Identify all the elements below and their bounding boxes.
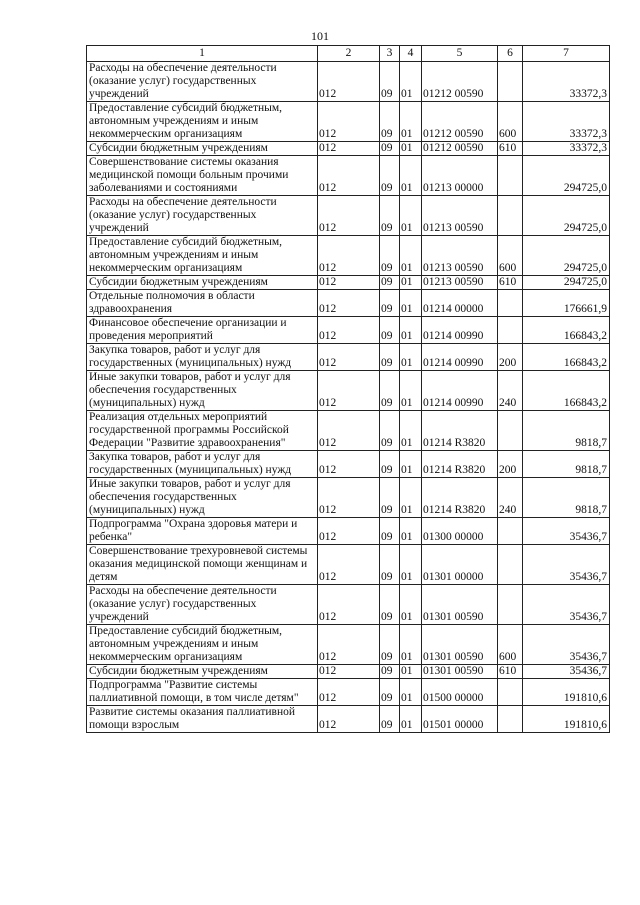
row-expense-type: 610: [498, 142, 523, 156]
row-ministry-code: 012: [318, 102, 380, 142]
row-name: Реализация отдельных мероприятий государственной программы Российской Федерации "Развитие здравоохранения": [87, 411, 318, 451]
row-name: Расходы на обеспечение деятельности (оказание услуг) государственных учреждений: [87, 62, 318, 102]
row-subsection-code: 01: [400, 545, 422, 585]
table-row: [87, 518, 610, 545]
row-subsection-code: 01: [400, 451, 422, 478]
row-amount: 33372,3: [523, 102, 610, 142]
row-subsection-code: 01: [400, 706, 422, 733]
table-row: [87, 344, 610, 371]
row-name: Финансовое обеспечение организации и проведения мероприятий: [87, 317, 318, 344]
row-amount: 166843,2: [523, 344, 610, 371]
row-ministry-code: 012: [318, 276, 380, 290]
row-ministry-code: 012: [318, 317, 380, 344]
row-subsection-code: 01: [400, 371, 422, 411]
row-section-code: 09: [380, 679, 400, 706]
row-section-code: 09: [380, 102, 400, 142]
row-target-article: 01212 00590: [422, 102, 498, 142]
row-subsection-code: 01: [400, 276, 422, 290]
row-amount: 35436,7: [523, 585, 610, 625]
table-row: [87, 317, 610, 344]
row-section-code: 09: [380, 545, 400, 585]
row-amount: 191810,6: [523, 679, 610, 706]
row-expense-type: [498, 196, 523, 236]
row-target-article: 01214 R3820: [422, 411, 498, 451]
row-expense-type: 600: [498, 102, 523, 142]
row-target-article: 01214 R3820: [422, 478, 498, 518]
row-section-code: 09: [380, 625, 400, 665]
row-target-article: 01301 00590: [422, 625, 498, 665]
page-number: 101: [311, 29, 329, 43]
row-target-article: 01301 00590: [422, 665, 498, 679]
row-amount: 176661,9: [523, 290, 610, 317]
row-ministry-code: 012: [318, 545, 380, 585]
row-target-article: 01214 00990: [422, 371, 498, 411]
row-section-code: 09: [380, 371, 400, 411]
row-name: Отдельные полномочия в области здравоохранения: [87, 290, 318, 317]
table-row: [87, 102, 610, 142]
row-subsection-code: 01: [400, 236, 422, 276]
row-subsection-code: 01: [400, 290, 422, 317]
row-amount: 35436,7: [523, 518, 610, 545]
row-target-article: 01213 00590: [422, 196, 498, 236]
row-name: Подпрограмма "Охрана здоровья матери и ребенка": [87, 518, 318, 545]
row-name: Закупка товаров, работ и услуг для государственных (муниципальных) нужд: [87, 451, 318, 478]
table-row: [87, 665, 610, 679]
row-name: Расходы на обеспечение деятельности (оказание услуг) государственных учреждений: [87, 196, 318, 236]
row-amount: 35436,7: [523, 625, 610, 665]
row-target-article: 01213 00000: [422, 156, 498, 196]
row-expense-type: [498, 545, 523, 585]
table-row: [87, 290, 610, 317]
row-subsection-code: 01: [400, 317, 422, 344]
row-target-article: 01501 00000: [422, 706, 498, 733]
row-expense-type: [498, 156, 523, 196]
row-name: Иные закупки товаров, работ и услуг для обеспечения государственных (муниципальных) нужд: [87, 371, 318, 411]
header-col-2: 2: [318, 46, 380, 62]
row-subsection-code: 01: [400, 156, 422, 196]
row-expense-type: [498, 411, 523, 451]
row-section-code: 09: [380, 411, 400, 451]
row-ministry-code: 012: [318, 625, 380, 665]
row-target-article: 01212 00590: [422, 142, 498, 156]
row-target-article: 01212 00590: [422, 62, 498, 102]
row-amount: 35436,7: [523, 665, 610, 679]
table-row: [87, 478, 610, 518]
row-subsection-code: 01: [400, 142, 422, 156]
row-name: Развитие системы оказания паллиативной помощи взрослым: [87, 706, 318, 733]
row-name: Субсидии бюджетным учреждениям: [87, 665, 318, 679]
row-ministry-code: 012: [318, 585, 380, 625]
row-subsection-code: 01: [400, 411, 422, 451]
row-expense-type: 240: [498, 478, 523, 518]
row-section-code: 09: [380, 451, 400, 478]
row-section-code: 09: [380, 518, 400, 545]
table-row: [87, 706, 610, 733]
row-name: Субсидии бюджетным учреждениям: [87, 142, 318, 156]
row-ministry-code: 012: [318, 196, 380, 236]
row-section-code: 09: [380, 344, 400, 371]
row-target-article: 01301 00000: [422, 545, 498, 585]
row-subsection-code: 01: [400, 102, 422, 142]
row-expense-type: [498, 317, 523, 344]
row-target-article: 01214 00000: [422, 290, 498, 317]
row-target-article: 01300 00000: [422, 518, 498, 545]
row-amount: 294725,0: [523, 156, 610, 196]
row-amount: 9818,7: [523, 478, 610, 518]
table-row: [87, 236, 610, 276]
row-amount: 9818,7: [523, 451, 610, 478]
row-amount: 294725,0: [523, 236, 610, 276]
table-row: [87, 411, 610, 451]
row-subsection-code: 01: [400, 679, 422, 706]
row-amount: 33372,3: [523, 62, 610, 102]
row-expense-type: [498, 706, 523, 733]
row-name: Иные закупки товаров, работ и услуг для обеспечения государственных (муниципальных) нужд: [87, 478, 318, 518]
row-amount: 35436,7: [523, 545, 610, 585]
row-expense-type: [498, 585, 523, 625]
row-ministry-code: 012: [318, 679, 380, 706]
row-section-code: 09: [380, 317, 400, 344]
row-section-code: 09: [380, 585, 400, 625]
row-name: Предоставление субсидий бюджетным, автономным учреждениям и иным некоммерческим организациям: [87, 625, 318, 665]
row-ministry-code: 012: [318, 344, 380, 371]
row-target-article: 01213 00590: [422, 236, 498, 276]
table-row: [87, 142, 610, 156]
table-row: [87, 545, 610, 585]
row-section-code: 09: [380, 156, 400, 196]
table-row: [87, 62, 610, 102]
row-amount: 166843,2: [523, 317, 610, 344]
header-col-5: 5: [422, 46, 498, 62]
row-expense-type: 200: [498, 344, 523, 371]
row-target-article: 01214 00990: [422, 344, 498, 371]
row-name: Предоставление субсидий бюджетным, автономным учреждениям и иным некоммерческим организациям: [87, 102, 318, 142]
row-amount: 191810,6: [523, 706, 610, 733]
row-name: Закупка товаров, работ и услуг для государственных (муниципальных) нужд: [87, 344, 318, 371]
row-subsection-code: 01: [400, 478, 422, 518]
row-expense-type: 600: [498, 236, 523, 276]
row-ministry-code: 012: [318, 236, 380, 276]
header-col-4: 4: [400, 46, 422, 62]
row-target-article: 01301 00590: [422, 585, 498, 625]
row-expense-type: [498, 62, 523, 102]
table-row: [87, 276, 610, 290]
row-name: Субсидии бюджетным учреждениям: [87, 276, 318, 290]
row-subsection-code: 01: [400, 62, 422, 102]
row-section-code: 09: [380, 706, 400, 733]
row-name: Подпрограмма "Развитие системы паллиативной помощи, в том числе детям": [87, 679, 318, 706]
row-ministry-code: 012: [318, 411, 380, 451]
table-row: [87, 451, 610, 478]
row-ministry-code: 012: [318, 156, 380, 196]
row-amount: 33372,3: [523, 142, 610, 156]
row-ministry-code: 012: [318, 371, 380, 411]
row-expense-type: [498, 290, 523, 317]
row-section-code: 09: [380, 196, 400, 236]
row-ministry-code: 012: [318, 290, 380, 317]
row-expense-type: 610: [498, 665, 523, 679]
row-subsection-code: 01: [400, 344, 422, 371]
row-expense-type: [498, 518, 523, 545]
row-ministry-code: 012: [318, 706, 380, 733]
row-target-article: 01214 00990: [422, 317, 498, 344]
row-target-article: 01213 00590: [422, 276, 498, 290]
row-amount: 9818,7: [523, 411, 610, 451]
row-ministry-code: 012: [318, 478, 380, 518]
row-section-code: 09: [380, 142, 400, 156]
row-section-code: 09: [380, 665, 400, 679]
budget-table: [86, 45, 610, 733]
row-ministry-code: 012: [318, 518, 380, 545]
table-row: [87, 371, 610, 411]
row-ministry-code: 012: [318, 142, 380, 156]
row-ministry-code: 012: [318, 62, 380, 102]
row-expense-type: 600: [498, 625, 523, 665]
table-row: [87, 156, 610, 196]
header-col-3: 3: [380, 46, 400, 62]
row-amount: 294725,0: [523, 196, 610, 236]
row-section-code: 09: [380, 478, 400, 518]
row-name: Совершенствование системы оказания медицинской помощи больным прочими заболеваниями и состояниями: [87, 156, 318, 196]
row-ministry-code: 012: [318, 665, 380, 679]
header-col-6: 6: [498, 46, 523, 62]
table-row: [87, 625, 610, 665]
row-section-code: 09: [380, 290, 400, 317]
row-section-code: 09: [380, 276, 400, 290]
row-expense-type: 240: [498, 371, 523, 411]
row-expense-type: [498, 679, 523, 706]
table-row: [87, 196, 610, 236]
row-amount: 294725,0: [523, 276, 610, 290]
row-target-article: 01500 00000: [422, 679, 498, 706]
row-ministry-code: 012: [318, 451, 380, 478]
row-name: Предоставление субсидий бюджетным, автономным учреждениям и иным некоммерческим организациям: [87, 236, 318, 276]
table-header-row: [87, 46, 610, 62]
row-section-code: 09: [380, 62, 400, 102]
header-col-7: 7: [523, 46, 610, 62]
row-subsection-code: 01: [400, 665, 422, 679]
row-subsection-code: 01: [400, 518, 422, 545]
row-expense-type: 200: [498, 451, 523, 478]
table-row: [87, 679, 610, 706]
row-amount: 166843,2: [523, 371, 610, 411]
row-target-article: 01214 R3820: [422, 451, 498, 478]
row-name: Совершенствование трехуровневой системы оказания медицинской помощи женщинам и детям: [87, 545, 318, 585]
row-expense-type: 610: [498, 276, 523, 290]
row-subsection-code: 01: [400, 196, 422, 236]
row-name: Расходы на обеспечение деятельности (оказание услуг) государственных учреждений: [87, 585, 318, 625]
table-row: [87, 585, 610, 625]
row-subsection-code: 01: [400, 585, 422, 625]
row-subsection-code: 01: [400, 625, 422, 665]
row-section-code: 09: [380, 236, 400, 276]
header-col-1: 1: [87, 46, 318, 62]
